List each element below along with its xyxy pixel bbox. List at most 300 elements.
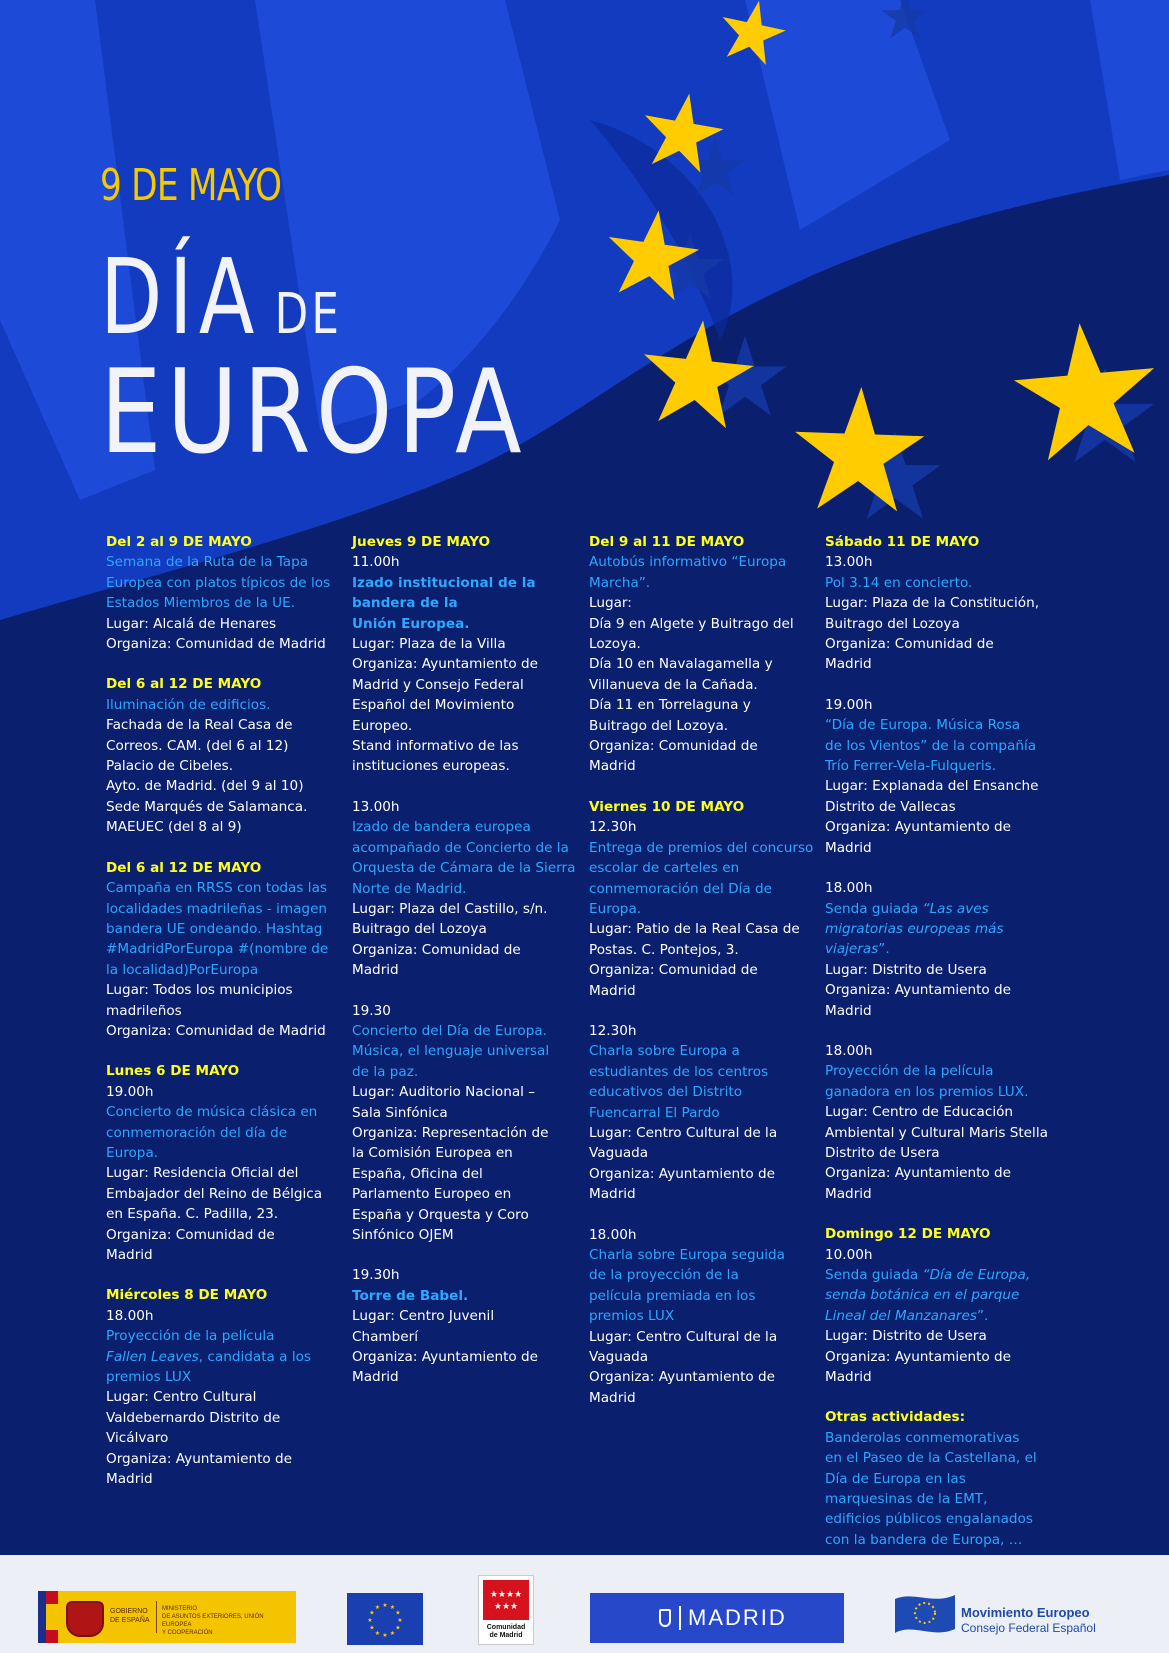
event-detail: Madrid xyxy=(352,1369,399,1386)
gobierno-text xyxy=(110,1607,160,1625)
event-line xyxy=(589,1062,814,1082)
event-title: acompañado de Concierto de la xyxy=(352,839,569,856)
event-line xyxy=(589,1265,814,1285)
event-detail: Lugar: Centro Cultural xyxy=(106,1389,257,1406)
event-line xyxy=(352,532,577,552)
event-line xyxy=(352,1367,577,1387)
event-date-heading: Del 2 al 9 DE MAYO xyxy=(106,534,252,550)
event-title: edificios públicos engalanados xyxy=(825,1511,1033,1528)
event-detail: Organiza: Comunidad de xyxy=(589,738,758,755)
event-line xyxy=(589,675,814,695)
event-line xyxy=(352,573,577,593)
event-line xyxy=(106,593,331,613)
event-detail: Madrid xyxy=(825,1002,872,1019)
event-detail: Organiza: Ayuntamiento de xyxy=(825,982,1012,999)
event-line xyxy=(106,715,331,735)
event-detail: Lugar: Residencia Oficial del xyxy=(106,1165,299,1182)
event-detail: Organiza: Ayuntamiento de xyxy=(589,1369,776,1386)
event-detail: Valdebernardo Distrito de xyxy=(106,1409,281,1426)
event-block xyxy=(106,674,331,837)
event-line xyxy=(589,1327,814,1347)
event-detail: España y Orquesta y Coro xyxy=(352,1206,529,1223)
event-line xyxy=(589,1184,814,1204)
eu-star-icon: ★ xyxy=(389,1605,396,1611)
event-detail: Lugar: Plaza de la Constitución, xyxy=(825,595,1040,612)
event-line xyxy=(825,939,1050,959)
event-detail: Buitrago del Lozoya. xyxy=(589,717,729,734)
event-line xyxy=(825,756,1050,776)
event-line xyxy=(589,940,814,960)
event-title-tail: ”. xyxy=(976,1307,989,1324)
event-detail: Villanueva de la Cañada. xyxy=(589,676,758,693)
event-line xyxy=(589,573,814,593)
event-line xyxy=(589,552,814,572)
event-title: Unión Europea. xyxy=(352,615,470,632)
event-detail: Lugar: Centro de Educación xyxy=(825,1104,1014,1121)
madrid-text: MADRID xyxy=(688,1605,787,1630)
event-line xyxy=(825,1469,1050,1489)
event-detail: Organiza: Ayuntamiento de xyxy=(589,1165,776,1182)
event-line xyxy=(589,1143,814,1163)
event-line xyxy=(825,573,1050,593)
event-line xyxy=(352,899,577,919)
event-line xyxy=(106,1001,331,1021)
event-title: con la bandera de Europa, … xyxy=(825,1531,1023,1548)
event-title: Trío Ferrer-Vela-Fulqueris. xyxy=(825,758,997,775)
event-line xyxy=(589,797,814,817)
event-line xyxy=(352,879,577,899)
event-date-heading: Otras actividades: xyxy=(825,1409,966,1426)
event-detail: Correos. CAM. (del 6 al 12) xyxy=(106,737,289,754)
event-title: Concierto de música clásica en xyxy=(106,1104,318,1121)
event-line xyxy=(589,695,814,715)
event-date-heading: Del 9 al 11 DE MAYO xyxy=(589,534,745,550)
movimiento-flag-icon xyxy=(893,1591,957,1637)
event-detail: la Comisión Europea en xyxy=(352,1145,513,1162)
event-detail: Lugar: Explanada del Ensanche xyxy=(825,778,1039,795)
ministerio-line-1: MINISTERIO xyxy=(162,1606,198,1612)
event-line xyxy=(352,960,577,980)
event-block xyxy=(825,1224,1050,1387)
event-title: Proyección de la película xyxy=(825,1063,994,1080)
event-line xyxy=(825,1143,1050,1163)
event-title: Lineal del Manzanares xyxy=(825,1307,977,1324)
logo-divider xyxy=(156,1601,157,1633)
event-line xyxy=(825,919,1050,939)
event-line xyxy=(106,573,331,593)
event-line xyxy=(106,1061,331,1081)
event-detail: Organiza: Ayuntamiento de xyxy=(352,1349,539,1366)
event-line xyxy=(106,960,331,980)
event-line xyxy=(352,593,577,613)
event-title: educativos del Distrito xyxy=(589,1084,743,1101)
event-detail: Embajador del Reino de Bélgica xyxy=(106,1185,323,1202)
event-line xyxy=(106,1347,331,1367)
movimiento-europeo-logo xyxy=(893,1587,1123,1643)
event-detail: España, Oficina del xyxy=(352,1165,483,1182)
event-title: Fuencarral El Pardo xyxy=(589,1104,720,1121)
event-detail: Vicálvaro xyxy=(106,1430,169,1447)
event-line xyxy=(352,940,577,960)
event-line xyxy=(589,716,814,736)
event-line xyxy=(589,1245,814,1265)
event-detail: Organiza: Comunidad de xyxy=(589,962,758,979)
event-line xyxy=(825,878,1050,898)
event-detail: Lugar: Todos los municipios xyxy=(106,982,293,999)
event-line xyxy=(352,1143,577,1163)
event-line xyxy=(352,1327,577,1347)
event-line xyxy=(106,1204,331,1224)
event-line xyxy=(352,716,577,736)
event-block xyxy=(106,532,331,654)
event-line xyxy=(106,614,331,634)
event-line xyxy=(589,1388,814,1408)
event-line xyxy=(352,736,577,756)
event-block xyxy=(589,1225,814,1409)
event-line xyxy=(825,1407,1050,1427)
event-detail: Día 11 en Torrelaguna y xyxy=(589,697,751,714)
event-title: Charla sobre Europa a xyxy=(589,1043,740,1060)
gobierno-line-2: DE ESPAÑA xyxy=(110,1617,150,1624)
ministerio-line-3: Y COOPERACIÓN xyxy=(162,1630,213,1636)
event-detail: Fachada de la Real Casa de xyxy=(106,717,293,734)
eu-star-icon: ★ xyxy=(382,1633,388,1639)
event-block xyxy=(825,532,1050,675)
event-detail: Madrid xyxy=(589,758,636,775)
eu-star-icon: ★ xyxy=(369,1625,375,1632)
eu-star-icon: ★ xyxy=(374,1631,381,1637)
event-line xyxy=(106,1082,331,1102)
event-line xyxy=(106,1143,331,1163)
event-line xyxy=(825,532,1050,552)
event-line xyxy=(589,1082,814,1102)
event-block xyxy=(106,858,331,1042)
event-line xyxy=(106,1306,331,1326)
event-line xyxy=(825,654,1050,674)
event-block xyxy=(352,1265,577,1387)
event-line xyxy=(106,1326,331,1346)
event-detail: 18.00h xyxy=(825,880,873,897)
event-title: Izado institucional de la xyxy=(352,574,536,591)
event-line xyxy=(106,1285,331,1305)
title-dia: DÍA xyxy=(100,236,261,358)
event-line xyxy=(352,1205,577,1225)
event-line xyxy=(825,1367,1050,1387)
event-detail: Madrid xyxy=(825,1185,872,1202)
event-line xyxy=(825,817,1050,837)
event-detail: Organiza: Ayuntamiento de xyxy=(825,1348,1012,1365)
event-title: Torre de Babel. xyxy=(352,1287,469,1304)
event-detail: 12.30h xyxy=(589,819,637,836)
event-line xyxy=(825,1347,1050,1367)
event-detail: 19.30h xyxy=(352,1267,400,1284)
event-detail: Stand informativo de las xyxy=(352,738,519,755)
event-line xyxy=(352,634,577,654)
event-detail: Postas. C. Pontejos, 3. xyxy=(589,941,739,958)
eu-flag-logo xyxy=(347,1593,423,1645)
event-title: Semana de la Ruta de la Tapa xyxy=(106,554,309,571)
event-line xyxy=(589,1021,814,1041)
event-line xyxy=(825,960,1050,980)
event-detail: Sala Sinfónica xyxy=(352,1104,448,1121)
event-line xyxy=(825,1123,1050,1143)
event-line xyxy=(106,1163,331,1183)
event-line xyxy=(106,1102,331,1122)
event-block xyxy=(825,1407,1050,1550)
event-date-heading: Del 6 al 12 DE MAYO xyxy=(106,676,262,693)
event-line xyxy=(825,1224,1050,1244)
event-line xyxy=(352,1347,577,1367)
event-line xyxy=(825,1061,1050,1081)
comunidad-madrid-logo xyxy=(478,1575,534,1645)
event-detail: Distrito de Vallecas xyxy=(825,798,956,815)
event-block xyxy=(589,532,814,777)
event-detail: Lozoya. xyxy=(589,636,641,653)
event-title: escolar de carteles en xyxy=(589,860,740,877)
spain-flag-icon xyxy=(46,1591,58,1643)
event-detail: Sede Marqués de Salamanca. xyxy=(106,798,308,815)
event-line xyxy=(106,878,331,898)
event-line xyxy=(825,776,1050,796)
event-title: Pol 3.14 en concierto. xyxy=(825,574,973,591)
event-line xyxy=(589,817,814,837)
event-line xyxy=(589,593,814,613)
event-line xyxy=(106,939,331,959)
event-detail: Organiza: Ayuntamiento de xyxy=(825,1165,1012,1182)
eu-star-icon: ★ xyxy=(382,1603,388,1609)
event-line xyxy=(106,674,331,694)
event-line xyxy=(825,980,1050,1000)
event-line xyxy=(352,1164,577,1184)
event-title: Música, el lenguaje universal xyxy=(352,1043,550,1060)
event-detail: Parlamento Europeo en xyxy=(352,1186,512,1203)
event-title: bandera UE ondeando. Hashtag xyxy=(106,920,323,937)
event-detail: en España. C. Padilla, 23. xyxy=(106,1206,279,1223)
event-line xyxy=(589,899,814,919)
event-line xyxy=(352,1225,577,1245)
event-title: premios LUX xyxy=(106,1369,192,1386)
event-line xyxy=(106,1449,331,1469)
event-detail: Lugar: Patio de la Real Casa de xyxy=(589,921,800,938)
event-detail: 12.30h xyxy=(589,1022,637,1039)
event-detail: Madrid xyxy=(589,982,636,999)
event-line xyxy=(106,797,331,817)
event-title: Campaña en RRSS con todas las xyxy=(106,880,327,897)
event-line xyxy=(106,858,331,878)
event-title: bandera de la xyxy=(352,595,458,612)
event-detail: Lugar: xyxy=(589,595,632,612)
event-title: Charla sobre Europa seguida xyxy=(589,1247,785,1263)
event-date-heading: Miércoles 8 DE MAYO xyxy=(106,1287,268,1304)
gobierno-espana-logo xyxy=(38,1591,296,1643)
ministerio-text xyxy=(162,1605,294,1637)
event-date-heading: Jueves 9 DE MAYO xyxy=(352,534,491,550)
event-title: Europa. xyxy=(589,900,642,917)
event-line xyxy=(589,858,814,878)
madrid-crest-icon xyxy=(659,1609,671,1627)
event-line xyxy=(106,1021,331,1041)
event-detail: Madrid xyxy=(106,1471,153,1488)
event-detail: Lugar: Centro Cultural de la xyxy=(589,1328,778,1345)
event-line xyxy=(589,634,814,654)
event-title: Autobús informativo “Europa xyxy=(589,554,787,571)
event-line xyxy=(589,1041,814,1061)
coat-of-arms-icon xyxy=(66,1601,104,1637)
event-title: conmemoración del día de xyxy=(106,1124,288,1141)
event-line xyxy=(352,1306,577,1326)
event-detail: Madrid xyxy=(352,962,399,979)
eu-star-icon: ★ xyxy=(389,1631,396,1637)
eu-star-icon: ★ xyxy=(395,1625,401,1632)
event-detail: Vaguada xyxy=(589,1349,649,1366)
event-detail: 18.00h xyxy=(825,1042,873,1059)
event-detail: Día 10 en Navalagamella y xyxy=(589,656,773,673)
event-line xyxy=(106,695,331,715)
event-line xyxy=(106,532,331,552)
madrid-divider xyxy=(679,1606,681,1630)
event-line xyxy=(106,1428,331,1448)
event-line xyxy=(825,614,1050,634)
event-line xyxy=(106,817,331,837)
event-block xyxy=(825,878,1050,1021)
event-detail: Lugar: Distrito de Usera xyxy=(825,1328,987,1345)
event-block xyxy=(352,532,577,777)
event-detail: Madrid xyxy=(825,1369,872,1386)
event-title: de la paz. xyxy=(352,1063,419,1080)
event-line xyxy=(106,899,331,919)
event-line xyxy=(352,695,577,715)
event-title-tail: ”. xyxy=(878,941,890,958)
event-title: en el Paseo de la Castellana, el xyxy=(825,1450,1037,1467)
event-detail: Lugar: Plaza del Castillo, s/n. xyxy=(352,900,548,917)
event-line xyxy=(825,695,1050,715)
event-title: Orquesta de Cámara de la Sierra xyxy=(352,860,576,877)
event-line xyxy=(589,1123,814,1143)
event-title: Norte de Madrid. xyxy=(352,880,467,897)
event-title: “Día de Europa. Música Rosa xyxy=(825,717,1021,734)
event-detail: Madrid xyxy=(825,656,872,673)
event-detail: madrileños xyxy=(106,1002,182,1019)
event-title: marquesinas de la EMT, xyxy=(825,1491,988,1508)
event-detail: 19.30 xyxy=(352,1002,391,1019)
event-line xyxy=(825,593,1050,613)
program-column-1 xyxy=(106,532,331,1489)
eu-star-icon: ★ xyxy=(367,1618,373,1624)
event-detail: Madrid y Consejo Federal xyxy=(352,676,524,693)
program-column-2 xyxy=(352,532,577,1388)
date-heading: 9 DE MAYO xyxy=(100,160,282,211)
event-detail: Chamberí xyxy=(352,1328,419,1345)
event-line xyxy=(352,858,577,878)
event-line xyxy=(352,838,577,858)
event-line xyxy=(589,1103,814,1123)
eu-star-icon: ★ xyxy=(395,1610,401,1617)
event-detail: Europeo. xyxy=(352,717,413,734)
event-line xyxy=(106,736,331,756)
event-detail: Lugar: Centro Cultural de la xyxy=(589,1124,778,1141)
event-date-heading: Sábado 11 DE MAYO xyxy=(825,534,980,550)
event-detail: Lugar: Auditorio Nacional – xyxy=(352,1084,536,1101)
event-line xyxy=(106,1367,331,1387)
event-line xyxy=(106,1184,331,1204)
event-block xyxy=(589,797,814,1001)
event-line xyxy=(106,1469,331,1489)
event-line xyxy=(106,756,331,776)
event-title: estudiantes de los centros xyxy=(589,1063,769,1080)
event-line xyxy=(589,838,814,858)
event-line xyxy=(352,675,577,695)
event-detail: Lugar: Distrito de Usera xyxy=(825,961,987,978)
event-detail: Lugar: Centro Juvenil xyxy=(352,1308,495,1325)
event-line xyxy=(825,1102,1050,1122)
event-line xyxy=(589,1347,814,1367)
event-line xyxy=(106,1245,331,1265)
event-title: Banderolas conmemorativas xyxy=(825,1429,1020,1446)
event-block xyxy=(825,1041,1050,1204)
sponsor-footer xyxy=(0,1555,1169,1653)
event-title: Proyección de la película xyxy=(106,1328,275,1345)
event-line xyxy=(352,1041,577,1061)
event-detail: 13.00h xyxy=(352,798,400,815)
event-line xyxy=(825,1326,1050,1346)
event-title-tail: , candidata a los xyxy=(198,1348,312,1365)
ministerio-line-2: DE ASUNTOS EXTERIORES, UNIÓN EUROPEA xyxy=(162,1614,264,1628)
event-detail: Ayto. de Madrid. (del 9 al 10) xyxy=(106,778,304,795)
event-line xyxy=(825,1265,1050,1285)
event-title: Izado de bandera europea xyxy=(352,819,531,836)
event-detail: Sinfónico OJEM xyxy=(352,1227,454,1243)
event-line xyxy=(352,654,577,674)
event-line xyxy=(352,817,577,837)
comunidad-flag-icon: ★★★★ ★★★ xyxy=(483,1580,529,1620)
event-line xyxy=(352,614,577,634)
event-line xyxy=(825,797,1050,817)
event-line xyxy=(825,1285,1050,1305)
event-line xyxy=(825,634,1050,654)
title-dia-de xyxy=(100,236,343,358)
event-title: Senda guiada xyxy=(825,1267,923,1283)
event-line xyxy=(352,1103,577,1123)
event-detail: Organiza: Comunidad de xyxy=(352,941,521,958)
event-detail: instituciones europeas. xyxy=(352,758,510,775)
event-line xyxy=(106,1225,331,1245)
event-line xyxy=(825,1082,1050,1102)
event-line xyxy=(589,654,814,674)
event-block xyxy=(352,797,577,981)
title-europa: EUROPA xyxy=(100,345,527,480)
event-line xyxy=(825,1163,1050,1183)
event-line xyxy=(352,756,577,776)
event-line xyxy=(825,552,1050,572)
event-detail: Organiza: Ayuntamiento de xyxy=(106,1450,293,1467)
event-line xyxy=(106,980,331,1000)
event-title: senda botánica en el parque xyxy=(825,1287,1020,1304)
comunidad-line-2: de Madrid xyxy=(489,1632,523,1639)
event-title: localidades madrileñas - imagen xyxy=(106,900,328,917)
event-detail: Madrid xyxy=(106,1247,153,1263)
event-title: viajeras xyxy=(825,941,879,958)
event-line xyxy=(352,552,577,572)
event-line xyxy=(825,1245,1050,1265)
event-line xyxy=(825,1489,1050,1509)
event-line xyxy=(825,1041,1050,1061)
event-detail: 18.00h xyxy=(589,1226,637,1243)
event-detail: Organiza: Comunidad de xyxy=(106,1226,275,1243)
event-detail: Día 9 en Algete y Buitrago del xyxy=(589,615,794,632)
event-line xyxy=(352,1001,577,1021)
event-line xyxy=(589,1306,814,1326)
program-column-3 xyxy=(589,532,814,1408)
